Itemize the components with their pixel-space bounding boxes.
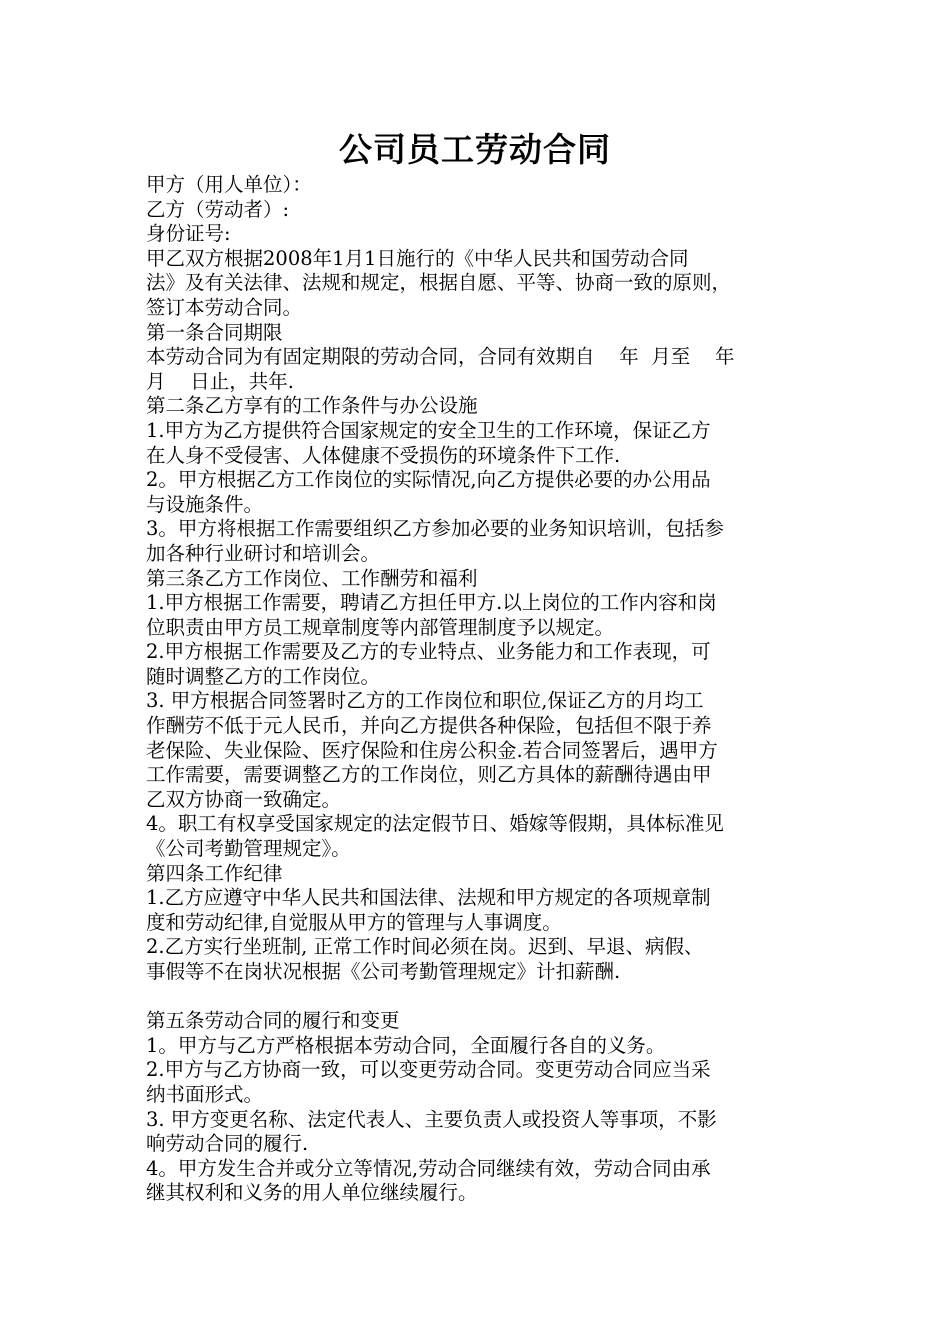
text-line: 在人身不受侵害、人体健康不受损伤的环境条件下工作.	[146, 443, 621, 467]
text-line: 2.甲方根据工作需要及乙方的专业特点、业务能力和工作表现，可	[146, 640, 711, 664]
text-line: 月 日止，共年.	[146, 369, 294, 393]
page-title: 公司员工劳动合同	[339, 130, 611, 169]
text-line: 2.甲方与乙方协商一致，可以变更劳动合同。变更劳动合同应当采	[146, 1058, 711, 1082]
text-line: 法》及有关法律、法规和规定，根据自愿、平等、协商一致的原则，	[146, 271, 732, 295]
text-line: 2。甲方根据乙方工作岗位的实际情况,向乙方提供必要的办公用品	[146, 468, 711, 492]
text-line: 工作需要，需要调整乙方的工作岗位，则乙方具体的薪酬待遇由甲	[146, 763, 712, 787]
text-line: 本劳动合同为有固定期限的劳动合同，合同有效期自 年 月至 年	[146, 345, 735, 369]
text-line: 1.乙方应遵守中华人民共和国法律、法规和甲方规定的各项规章制	[146, 886, 711, 910]
text-line: 度和劳动纪律,自觉服从甲方的管理与人事调度。	[146, 910, 562, 934]
text-line: 3。甲方将根据工作需要组织乙方参加必要的业务知识培训，包括参	[146, 517, 724, 541]
text-line: 4。甲方发生合并或分立等情况,劳动合同继续有效，劳动合同由承	[146, 1156, 711, 1180]
text-line: 作酬劳不低于元人民币，并向乙方提供各种保险，包括但不限于养	[146, 714, 712, 738]
text-line: 事假等不在岗状况根据《公司考勤管理规定》计扣薪酬.	[146, 960, 621, 983]
text-line: 甲乙双方根据2008年1月1日施行的《中华人民共和国劳动合同	[146, 246, 689, 270]
text-line: 位职责由甲方员工规章制度等内部管理制度予以规定。	[146, 615, 615, 639]
text-line: 1。甲方与乙方严格根据本劳动合同，全面履行各自的义务。	[146, 1033, 666, 1057]
blank-line	[146, 985, 816, 1010]
document-body	[146, 173, 816, 1206]
text-line: 2.乙方实行坐班制, 正常工作时间必须在岗。迟到、早退、病假、	[146, 935, 704, 959]
text-line: 随时调整乙方的工作岗位。	[146, 664, 381, 688]
text-line: 第四条工作纪律	[146, 861, 283, 885]
text-line: 3. 甲方变更名称、法定代表人、主要负责人或投资人等事项，不影	[146, 1107, 717, 1131]
text-line: 签订本劳动合同。	[146, 295, 303, 319]
text-line: 4。职工有权享受国家规定的法定假节日、婚嫁等假期，具体标准见	[146, 812, 724, 836]
text-line: 1.甲方为乙方提供符合国家规定的安全卫生的工作环境，保证乙方	[146, 418, 711, 442]
text-line: 第二条乙方享有的工作条件与办公设施	[146, 394, 478, 418]
text-line: 1.甲方根据工作需要，聘请乙方担任甲方.以上岗位的工作内容和岗	[146, 591, 717, 615]
text-line: 第一条合同期限	[146, 320, 283, 344]
text-line: 甲方（用人单位）：	[146, 173, 312, 196]
text-line: 继其权利和义务的用人单位继续履行。	[146, 1181, 478, 1205]
text-line: 《公司考勤管理规定》。	[146, 837, 351, 861]
text-line: 纳书面形式。	[146, 1082, 264, 1106]
text-line: 第三条乙方工作岗位、工作酬劳和福利	[146, 566, 478, 590]
text-line: 老保险、失业保险、医疗保险和住房公积金.若合同签署后，遇甲方	[146, 738, 718, 762]
text-line: 加各种行业研讨和培训会。	[146, 541, 381, 565]
text-line: 身份证号:	[146, 222, 231, 246]
text-line: 响劳动合同的履行.	[146, 1132, 309, 1156]
text-line: 乙方（劳动者）:	[146, 197, 290, 221]
text-line: 乙双方协商一致确定。	[146, 787, 342, 811]
text-line: 与设施条件。	[146, 492, 264, 516]
text-line: 3. 甲方根据合同签署时乙方的工作岗位和职位,保证乙方的月均工	[146, 689, 704, 713]
text-line: 第五条劳动合同的履行和变更	[146, 1009, 400, 1033]
